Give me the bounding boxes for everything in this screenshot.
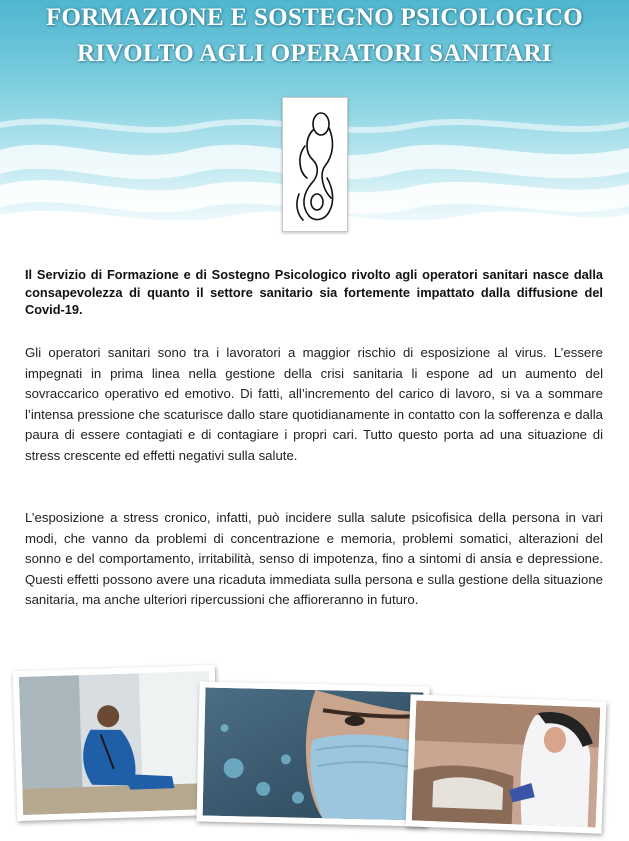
page-title-line-2: RIVOLTO AGLI OPERATORI SANITARI xyxy=(77,40,552,67)
header-banner xyxy=(0,0,629,250)
photo-tired-doctor xyxy=(13,665,220,821)
mother-child-logo-icon xyxy=(283,98,347,231)
intro-paragraph: Il Servizio di Formazione e di Sostegno Psicologico rivolto agli operatori sanitari nasce dalla consapevolezza di quanto il settore sanitario sia fortemente impattato dalla diffusione del Covid-19. xyxy=(25,267,603,317)
logo xyxy=(282,97,348,232)
paragraph-risk-exposure: Gli operatori sanitari sono tra i lavoratori a maggior rischio di esposizione al virus. L’essere impegnati in prima linea nella gestione della crisi sanitaria li espone ad un aumento del sovraccarico operativo ed emotivo. Di fatti, all’incremento del carico di lavoro, si va a sommare l’intensa pressione che scaturisce dallo stare quotidianamente in contatto con la sofferenza e dalla paura di essere contagiati e di contagiare i propri cari. Tutto questo porta ad una situazione di stress crescente ed effetti negativi sulla salute. xyxy=(25,345,603,463)
photo-masked-nurse-virus xyxy=(196,681,429,826)
page-title-line-1: FORMAZIONE E SOSTEGNO PSICOLOGICO xyxy=(45,4,584,31)
photo-nun-caring-patient xyxy=(406,694,607,833)
paragraph-chronic-stress: L’esposizione a stress cronico, infatti, può incidere sulla salute psicofisica della persona in vari modi, che vanno da problemi di concentrazione e memoria, problemi somatici, alterazioni del sonno e del comportamento, irritabilità, senso di impotenza, fino a sintomi di ansia e depressione. Questi effetti possono avere una ricaduta immediata sulla persona e sulla gestione della situazione sanitaria, ma anche ulteriori ripercussioni che affioreranno in futuro. xyxy=(25,510,603,608)
